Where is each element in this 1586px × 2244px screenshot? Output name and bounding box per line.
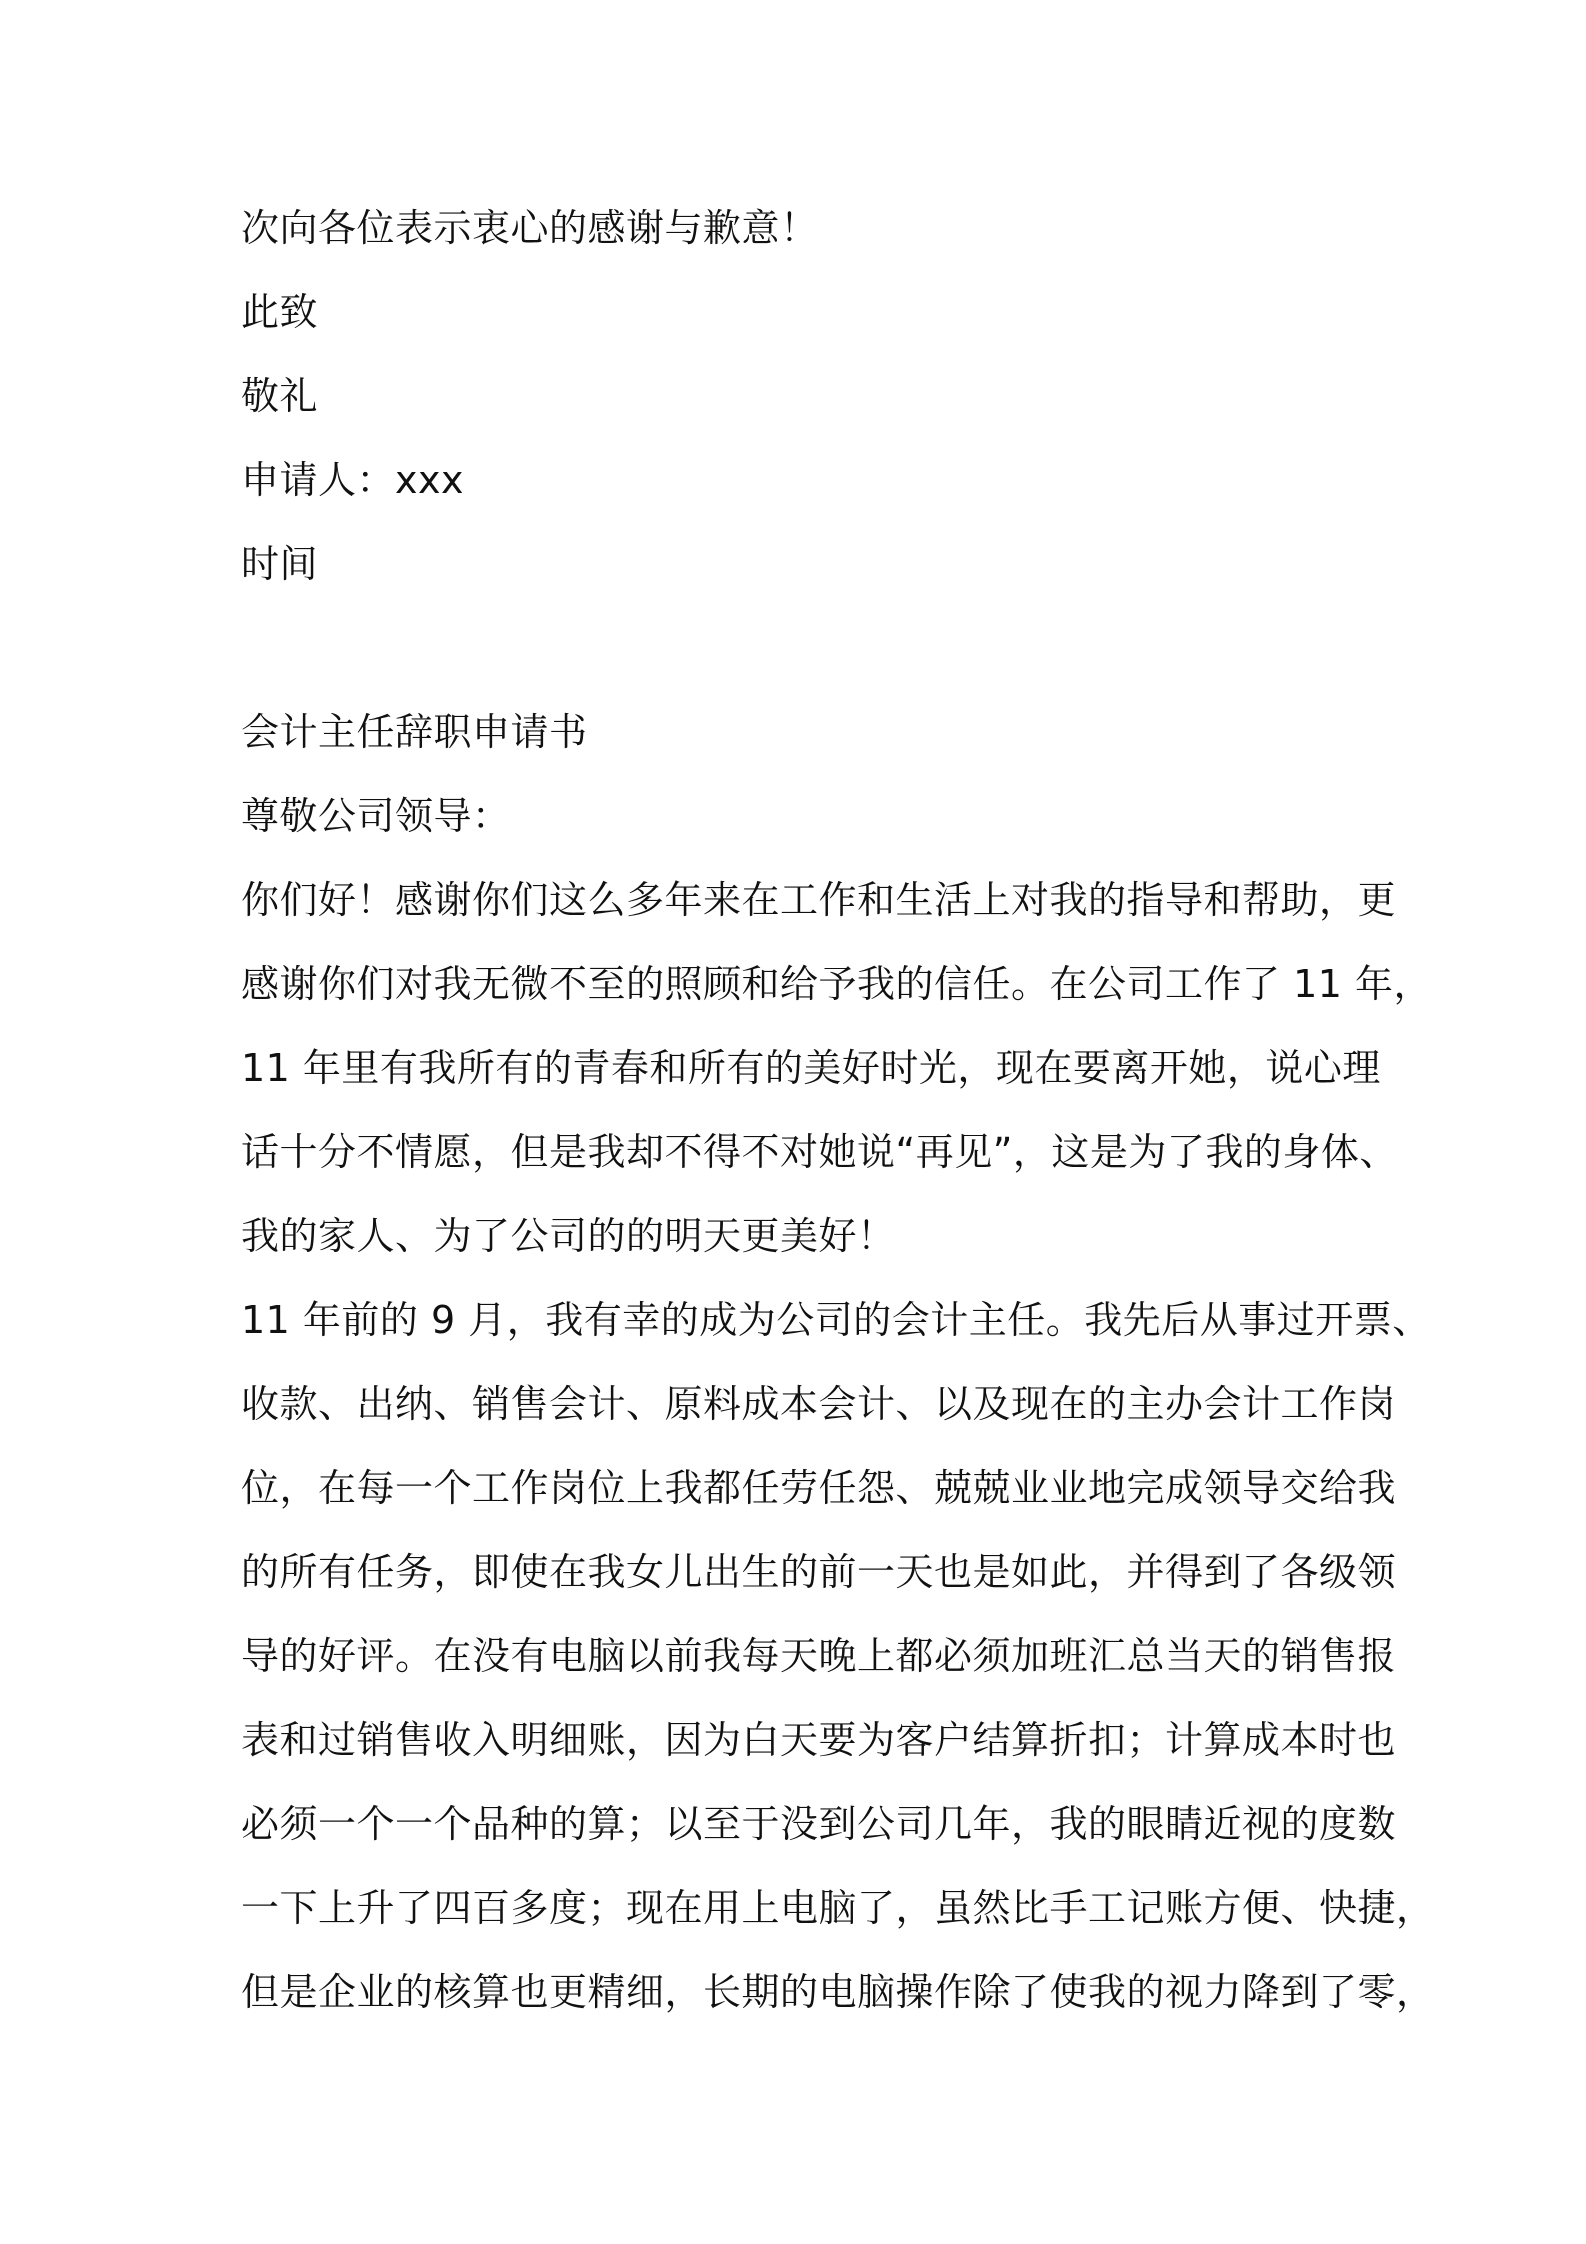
paragraph-line: 话十分不情愿，但是我却不得不对她说“再见”，这是为了我的身体、: [241, 1130, 1398, 1174]
closing-line: 敬礼: [241, 374, 319, 418]
date-line: 时间: [241, 542, 319, 586]
paragraph-line: 你们好！感谢你们这么多年来在工作和生活上对我的指导和帮助，更: [241, 878, 1397, 922]
applicant-line: 申请人：xxx: [241, 458, 464, 502]
paragraph-line: 感谢你们对我无微不至的照顾和给予我的信任。在公司工作了 11 年，: [241, 962, 1433, 1006]
closing-line: 次向各位表示衷心的感谢与歉意！: [241, 206, 819, 250]
paragraph-line: 收款、出纳、销售会计、原料成本会计、以及现在的主办会计工作岗: [241, 1382, 1397, 1426]
letter-salutation: 尊敬公司领导：: [241, 794, 511, 838]
paragraph-2: [241, 1278, 1435, 2034]
paragraph-line: 11 年前的 9 月，我有幸的成为公司的会计主任。我先后从事过开票、: [241, 1298, 1431, 1342]
paragraph-line: 我的家人、为了公司的的明天更美好！: [241, 1214, 896, 1258]
paragraph-1: [241, 858, 1433, 1278]
letter-title: 会计主任辞职申请书: [241, 710, 588, 754]
paragraph-line: 但是企业的核算也更精细，长期的电脑操作除了使我的视力降到了零，: [241, 1970, 1435, 2014]
paragraph-line: 一下上升了四百多度；现在用上电脑了，虽然比手工记账方便、快捷，: [241, 1886, 1435, 1930]
paragraph-line: 11 年里有我所有的青春和所有的美好时光，现在要离开她，说心理: [241, 1046, 1381, 1090]
letter-section: [241, 690, 1435, 2034]
closing-line: 此致: [241, 290, 319, 334]
paragraph-line: 导的好评。在没有电脑以前我每天晚上都必须加班汇总当天的销售报: [241, 1634, 1397, 1678]
paragraph-line: 的所有任务，即使在我女儿出生的前一天也是如此，并得到了各级领: [241, 1550, 1397, 1594]
paragraph-line: 位，在每一个工作岗位上我都任劳任怨、兢兢业业地完成领导交给我: [241, 1466, 1397, 1510]
paragraph-line: 表和过销售收入明细账，因为白天要为客户结算折扣；计算成本时也: [241, 1718, 1397, 1762]
closing-section: [241, 186, 1361, 606]
paragraph-line: 必须一个一个品种的算；以至于没到公司几年，我的眼睛近视的度数: [241, 1802, 1397, 1846]
